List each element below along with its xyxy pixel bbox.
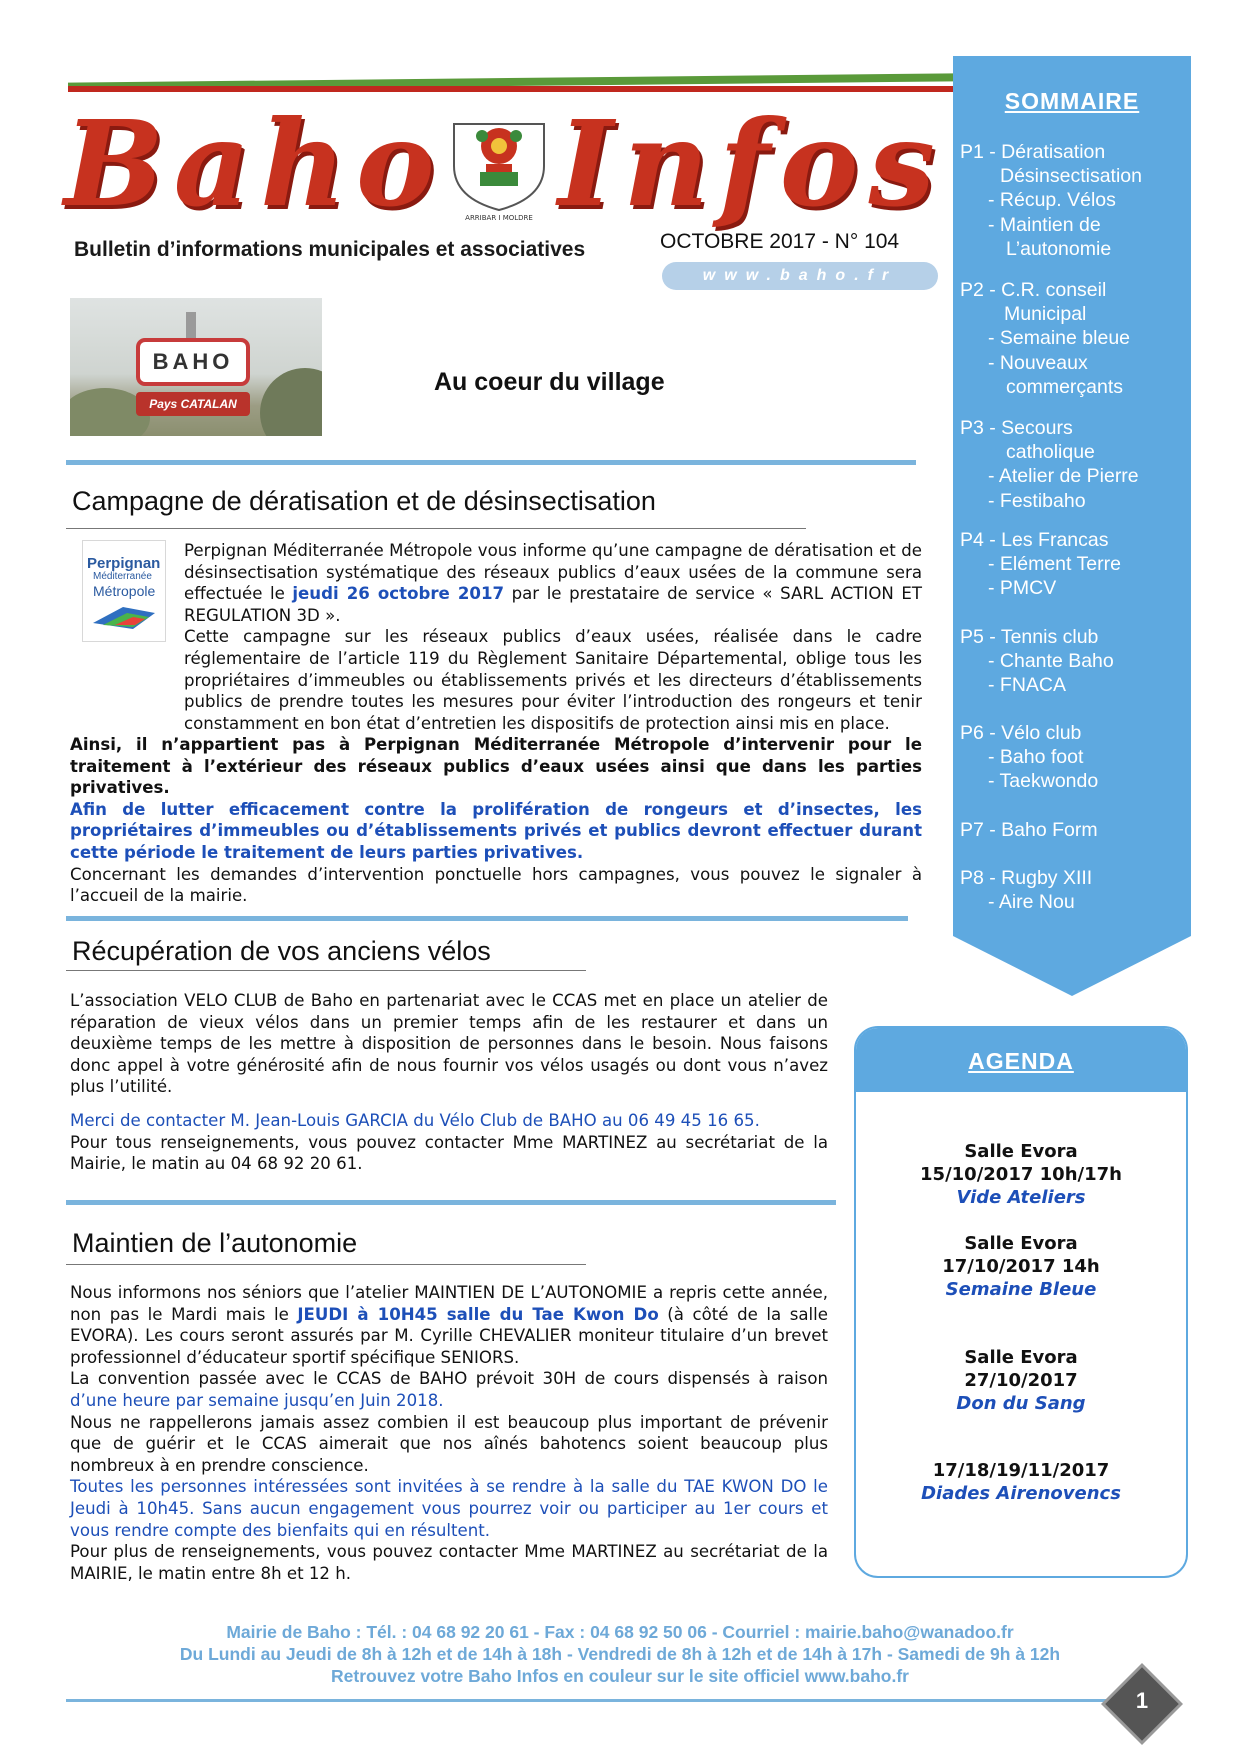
sommaire-title: SOMMAIRE [1004, 88, 1140, 114]
agenda-title: AGENDA [968, 1048, 1074, 1074]
crest-icon [444, 106, 554, 216]
sommaire-item-p3[interactable]: P3 - Secours catholique - Atelier de Pierre - Festibaho [960, 417, 1139, 512]
agenda-event: 17/18/19/11/2017 Diades Airenovencs [921, 1460, 1121, 1504]
sommaire-item-p5[interactable]: P5 - Tennis club - Chante Baho - FNACA [960, 626, 1114, 697]
section-heading-autonomie: Maintien de l’autonomie [72, 1228, 358, 1258]
footer-website: Retrouvez votre Baho Infos en couleur sur le site officiel www.baho.fr [331, 1666, 909, 1686]
website-link[interactable]: www.baho.fr [702, 267, 898, 284]
village-sign-region: Pays CATALAN [136, 392, 250, 416]
village-sign: BAHO [136, 338, 250, 386]
sommaire-item-p7[interactable]: P7 - Baho Form [960, 819, 1098, 841]
footer-rule [66, 1699, 1106, 1702]
pmm-logo-stripes-icon [93, 603, 155, 633]
masthead-word-baho: Baho [64, 94, 445, 233]
section-heading-deratisation: Campagne de dératisation et de désinsectisation [72, 486, 656, 516]
heading-underline [66, 1264, 586, 1265]
autonomie-body: Nous informons nos séniors que l’atelier MAINTIEN DE L’AUTONOMIE a repris cette année, non pas le Mardi mais le JEUDI à 10H45 salle du Tae Kwon Do (à côté de la salle EVORA). Les cours seront assurés par M. Cyrille CHEVALIER moniteur titulaire d’un brevet professionnel d’éducateur sportif spécifique SENIORS. La convention passée avec le CCAS de BAHO prévoit 30H de cours dispensés à raison d’une heure par semaine jusqu’en Juin 2018. Nous ne rappellerons jamais assez combien il est beaucoup plus important de prévenir que de guérir et le CCAS aimerait que nos aînés bahotencs soient beaucoup plus nombreux à en prendre conscience. Toutes les personnes intéressées sont invitées à se rendre à la salle du TAE KWON DO le Jeudi à 10h45. Sans aucun engagement vous pourrez voir ou participer au 1er cours et vous rendre compte des bienfaits qui en résultent. Pour plus de renseignements, vous pouvez contacter Mme MARTINEZ au secrétariat de la MAIRIE, le matin entre 8h et 12 h. [70, 1283, 828, 1583]
deratisation-intro: Perpignan Méditerranée Métropole vous informe qu’une campagne de dératisation et de désinsectisation systématique des réseaux publics d’eaux usées de la commune sera effectuée le jeudi 26 octobre 2017 par le prestataire de service « SARL ACTION ET REGULATION 3D ». Cette campagne sur les réseaux publics d’eaux usées, réalisée dans le cadre réglementaire de l’article 119 du Règlement Sanitaire Départemental, oblige tous les propriétaires d’immeubles ou établissements privés et les directeurs d’établissements publics de prendre toutes les mesures pour éviter l’introduction des rongeurs et tenir constamment en bon état d’entretien les dispositifs de protection ainsi mis en place. [184, 541, 922, 733]
issue-label: OCTOBRE 2017 - N° 104 [660, 230, 900, 253]
agenda-event: Salle Evora 27/10/2017 Don du Sang [956, 1347, 1086, 1414]
sommaire-arrow [953, 936, 1191, 996]
section-divider [66, 1200, 836, 1205]
sommaire-item-p1[interactable]: P1 - Dératisation Désinsectisation - Récup. Vélos - Maintien de L’autonomie [960, 141, 1142, 260]
footer-hours: Du Lundi au Jeudi de 8h à 12h et de 14h à 18h - Vendredi de 8h à 12h et de 14h à 17h - Samedi de 9h à 12h [179, 1644, 1061, 1664]
heading-underline [66, 528, 806, 529]
masthead-subtitle: Bulletin d’informations municipales et associatives [74, 238, 586, 261]
masthead [64, 94, 945, 233]
section-heading-velos: Récupération de vos anciens vélos [72, 936, 491, 966]
footer-contact: Mairie de Baho : Tél. : 04 68 92 20 61 - Fax : 04 68 92 50 06 - Courriel : mairie.baho@wanadoo.fr [226, 1622, 1014, 1642]
sign-post [186, 312, 196, 338]
village-title: Au coeur du village [434, 368, 665, 396]
sommaire-item-p4[interactable]: P4 - Les Francas - Elément Terre - PMCV [960, 529, 1121, 600]
sommaire-item-p2[interactable]: P2 - C.R. conseil Municipal - Semaine bleue - Nouveaux commerçants [960, 279, 1131, 398]
sommaire-item-p6[interactable]: P6 - Vélo club - Baho foot - Taekwondo [960, 722, 1099, 793]
masthead-bar-red [68, 86, 954, 92]
masthead-word-infos: Infos [558, 94, 945, 233]
sommaire-item-p8[interactable]: P8 - Rugby XIII - Aire Nou [960, 867, 1093, 914]
heading-underline [66, 970, 586, 971]
crest-motto: ARRIBAR I MOLDRE [465, 214, 533, 222]
agenda-event: Salle Evora 17/10/2017 14h Semaine Bleue [942, 1233, 1100, 1300]
velos-body: L’association VELO CLUB de Baho en partenariat avec le CCAS met en place un atelier de réparation de vieux vélos dans un premier temps afin de les restaurer et dans un deuxième temps de les mettre à disposition de personnes dans le besoin. Nous faisons donc appel à votre générosité afin de nous fournir vos vélos usagés ou dont vous n’avez plus l’utilité. Merci de contacter M. Jean-Louis GARCIA du Vélo Club de BAHO au 06 49 45 16 65. Pour tous renseignements, vous pouvez contacter Mme MARTINEZ au secrétariat de la Mairie, le matin au 04 68 92 20 61. [70, 991, 828, 1174]
agenda-event: Salle Evora 15/10/2017 10h/17h Vide Ateliers [920, 1141, 1122, 1208]
page-number: 1 [1135, 1688, 1149, 1713]
pmm-logo: Perpignan Méditerranée Métropole [82, 540, 166, 642]
section-divider [66, 916, 908, 921]
deratisation-body: Ainsi, il n’appartient pas à Perpignan Méditerranée Métropole d’intervenir pour le traitement à l’extérieur des réseaux publics d’eaux usées ainsi que dans les parties privatives. Afin de lutter efficacement contre la prolifération de rongeurs et d’insectes, les propriétaires d’immeubles ou d’établissements privés et publics devront effectuer durant cette période le traitement de leurs parties privatives. Concernant les demandes d’intervention ponctuelle hors campagnes, vous pouvez le signaler à l’accueil de la mairie. [70, 735, 922, 906]
section-divider [66, 460, 916, 465]
